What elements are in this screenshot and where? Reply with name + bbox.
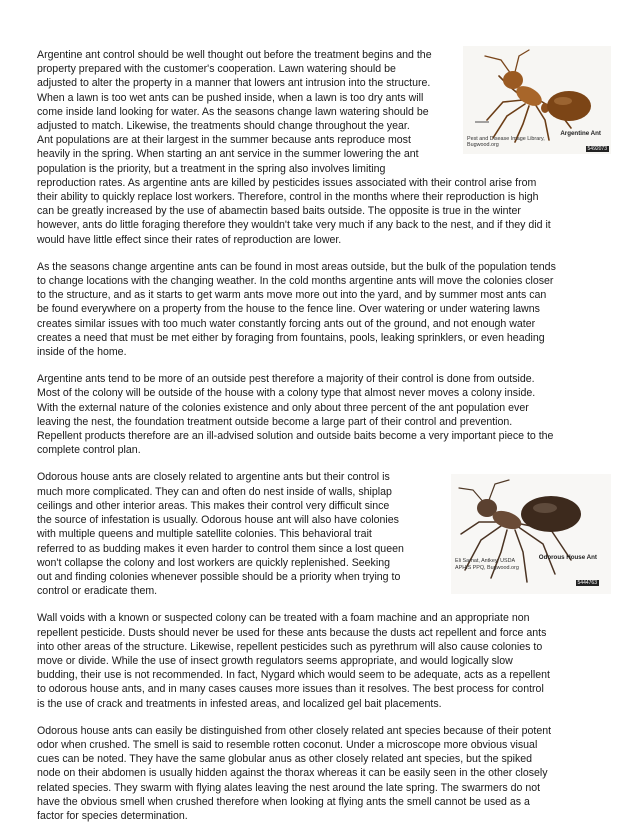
- text-line: is the use of crack and treatments in infested areas, and localized gel bait placements.: [37, 697, 442, 710]
- document-page: [37, 48, 611, 836]
- text-line: Ant populations are at their largest in the summer because ants reproduce most: [37, 134, 411, 147]
- paragraph-argentine-control: [37, 48, 611, 247]
- text-line: move or divide. While the use of insect growth regulators seems appropriate, and would logically slow: [37, 654, 513, 667]
- text-line: Odorous house ants can easily be distinguished from other closely related ant species because of their potent: [37, 724, 552, 737]
- text-line: control or eradicate them.: [37, 585, 158, 598]
- text-line: adjusted to alter the property in a manner that lowers ant intrusion into the structure.: [37, 77, 431, 90]
- text-line: population is the priority, but a treatment in the spring also involves limiting: [37, 162, 386, 175]
- text-line: however, ants do little foraging therefore they wouldn't take very much if any back to the nest, and if they did it: [37, 219, 551, 232]
- text-line: property prepared with the customer's cooperation. Lawn watering should be: [37, 63, 396, 76]
- text-line: have the obvious smell when crushed therefore when looking at flying ants the smell cannot be used as a: [37, 795, 530, 808]
- text-line: complete control plan.: [37, 444, 141, 457]
- figure-image-id: 5492073: [587, 146, 607, 152]
- text-line: When a lawn is too wet ants can be pushed inside, when a lawn is too dry ants will: [37, 91, 424, 104]
- text-line: reproduction rates. As argentine ants are killed by pesticides issues associated with their control arise from: [37, 176, 537, 189]
- paragraph-seasonal-locations: [37, 260, 611, 359]
- text-line: With the external nature of the colonies existence and only about three percent of the ant population ever: [37, 401, 529, 414]
- text-line: to odorous house ants, and in many cases causes more issues than it resolves. The best process for control: [37, 683, 544, 696]
- text-line: inside of the home.: [37, 346, 127, 359]
- paragraph-identification: [37, 724, 611, 823]
- text-line: cues can be noted. They have the same globular anus as other closely related ant species, but the spiked: [37, 753, 533, 766]
- text-line: to change locations with the changing weather. In the cold months argentine ants will move the colonies closer: [37, 275, 554, 288]
- figure-credit-line: Bugwood.org: [467, 142, 499, 148]
- text-line: creates similar issues with too much water constantly forcing ants out of the ground, and not enough water: [37, 317, 536, 330]
- text-line: heavily in the spring. When starting an ant service in the summer lowering the ant: [37, 148, 419, 161]
- text-line: factor for species determination.: [37, 809, 188, 822]
- figure-image-id: 5444763: [577, 580, 597, 587]
- text-line: won't collapse the colony and lost workers are quickly replenished. Seeking: [37, 556, 390, 569]
- text-line: out and finding colonies whenever possible should be a priority when trying to: [37, 570, 401, 583]
- text-line: node on their abdomen is usually hidden against the thorax whereas it can be easily seen in the other closely: [37, 767, 548, 780]
- text-line: be found everywhere on a property from the house to the fence line. Over watering or under watering lawns: [37, 303, 540, 316]
- figure-credit-line: APHIS PPQ, Bugwood.org: [455, 565, 519, 572]
- text-line: adjusted to match. Likewise, the treatments should change throughout the year.: [37, 120, 410, 133]
- text-line: odor when crushed. The smell is said to resemble rotten coconut. Under a microscope more obvious visual: [37, 738, 538, 751]
- text-line: As the seasons change argentine ants can be found in most areas outside, but the bulk of the population tends: [37, 260, 556, 273]
- text-line: with multiple queens and multiple satellite colonies. This behavioral trait: [37, 528, 372, 541]
- odorous-house-ant-photo-icon: [451, 474, 611, 594]
- text-line: their ability to quickly replace lost workers. Therefore, control in the months where their reproduction is high: [37, 191, 539, 204]
- text-line: Wall voids with a known or suspected colony can be treated with a foam machine and an appropriate non: [37, 612, 530, 625]
- text-line: leaving the nest, the foundation treatment outside become a large part of their control and prevention.: [37, 415, 513, 428]
- text-line: budding, their use is not recommended. In fact, Nygard which would seem to be adequate, acts as a repellent: [37, 669, 550, 682]
- text-line: much more complicated. They can and often do nest inside of walls, shiplap: [37, 485, 392, 498]
- text-line: referred to as budding makes it even harder to control them since a lost queen: [37, 542, 404, 555]
- paragraph-text-wrapped: [37, 48, 455, 176]
- text-line: repellent pesticide. Dusts should never be used for these ants because the dusts act repellent and force ants: [37, 626, 547, 639]
- text-line: come inside land looking for water. As the seasons change lawn watering should be: [37, 105, 429, 118]
- text-line: Argentine ant control should be well thought out before the treatment begins and the: [37, 49, 432, 61]
- text-line: Most of the colony will be outside of the house with a colony type that almost never moves a colony inside.: [37, 387, 536, 400]
- paragraph-odorous-house-ants: [37, 470, 611, 598]
- figure-credit-line: Pest and Disease Image Library,: [467, 136, 545, 142]
- text-line: ceilings and other interior areas. This makes their control very difficult since: [37, 499, 390, 512]
- text-line: Argentine ants tend to be more of an outside pest therefore a majority of their control is done from outside.: [37, 373, 535, 386]
- text-line: into other areas of the structure. Likewise, repellent pesticides such as pyrethrum will also cause colonies to: [37, 640, 543, 653]
- text-line: to the structure, and as it starts to get warm ants move more out into the yard, and by summer most ants can: [37, 289, 547, 302]
- text-line: Repellent products therefore are an ill-advised solution and outside baits become a very important piece to the: [37, 430, 554, 443]
- text-line: creates a need that must be met either by foraging from fountains, pools, leaking sprinklers, or even heading: [37, 331, 545, 344]
- paragraph-outside-pest: [37, 372, 611, 457]
- figure-credit-line: Eli Sarnat, Antkey, USDA: [455, 558, 516, 565]
- text-line: related species. They swarm with flying alates leaving the nest around the late spring. The swarmers do not: [37, 781, 541, 794]
- figure-species-label: Argentine Ant: [560, 130, 601, 137]
- paragraph-text-wrapped: [37, 470, 441, 598]
- text-line: can be greatly increased by the use of abamectin based baits outside. The opposite is true in the winter: [37, 205, 521, 218]
- text-line: would have little effect since their rates of reproduction are lower.: [37, 233, 342, 246]
- paragraph-wall-voids: [37, 611, 611, 710]
- figure-species-label: Odorous House Ant: [538, 554, 597, 562]
- text-line: Odorous house ants are closely related to argentine ants but their control is: [37, 471, 390, 484]
- text-line: the source of infestation is usually. Odorous house ant will also have colonies: [37, 514, 399, 527]
- odorous-house-ant-figure: [451, 474, 611, 594]
- argentine-ant-figure: [463, 46, 611, 154]
